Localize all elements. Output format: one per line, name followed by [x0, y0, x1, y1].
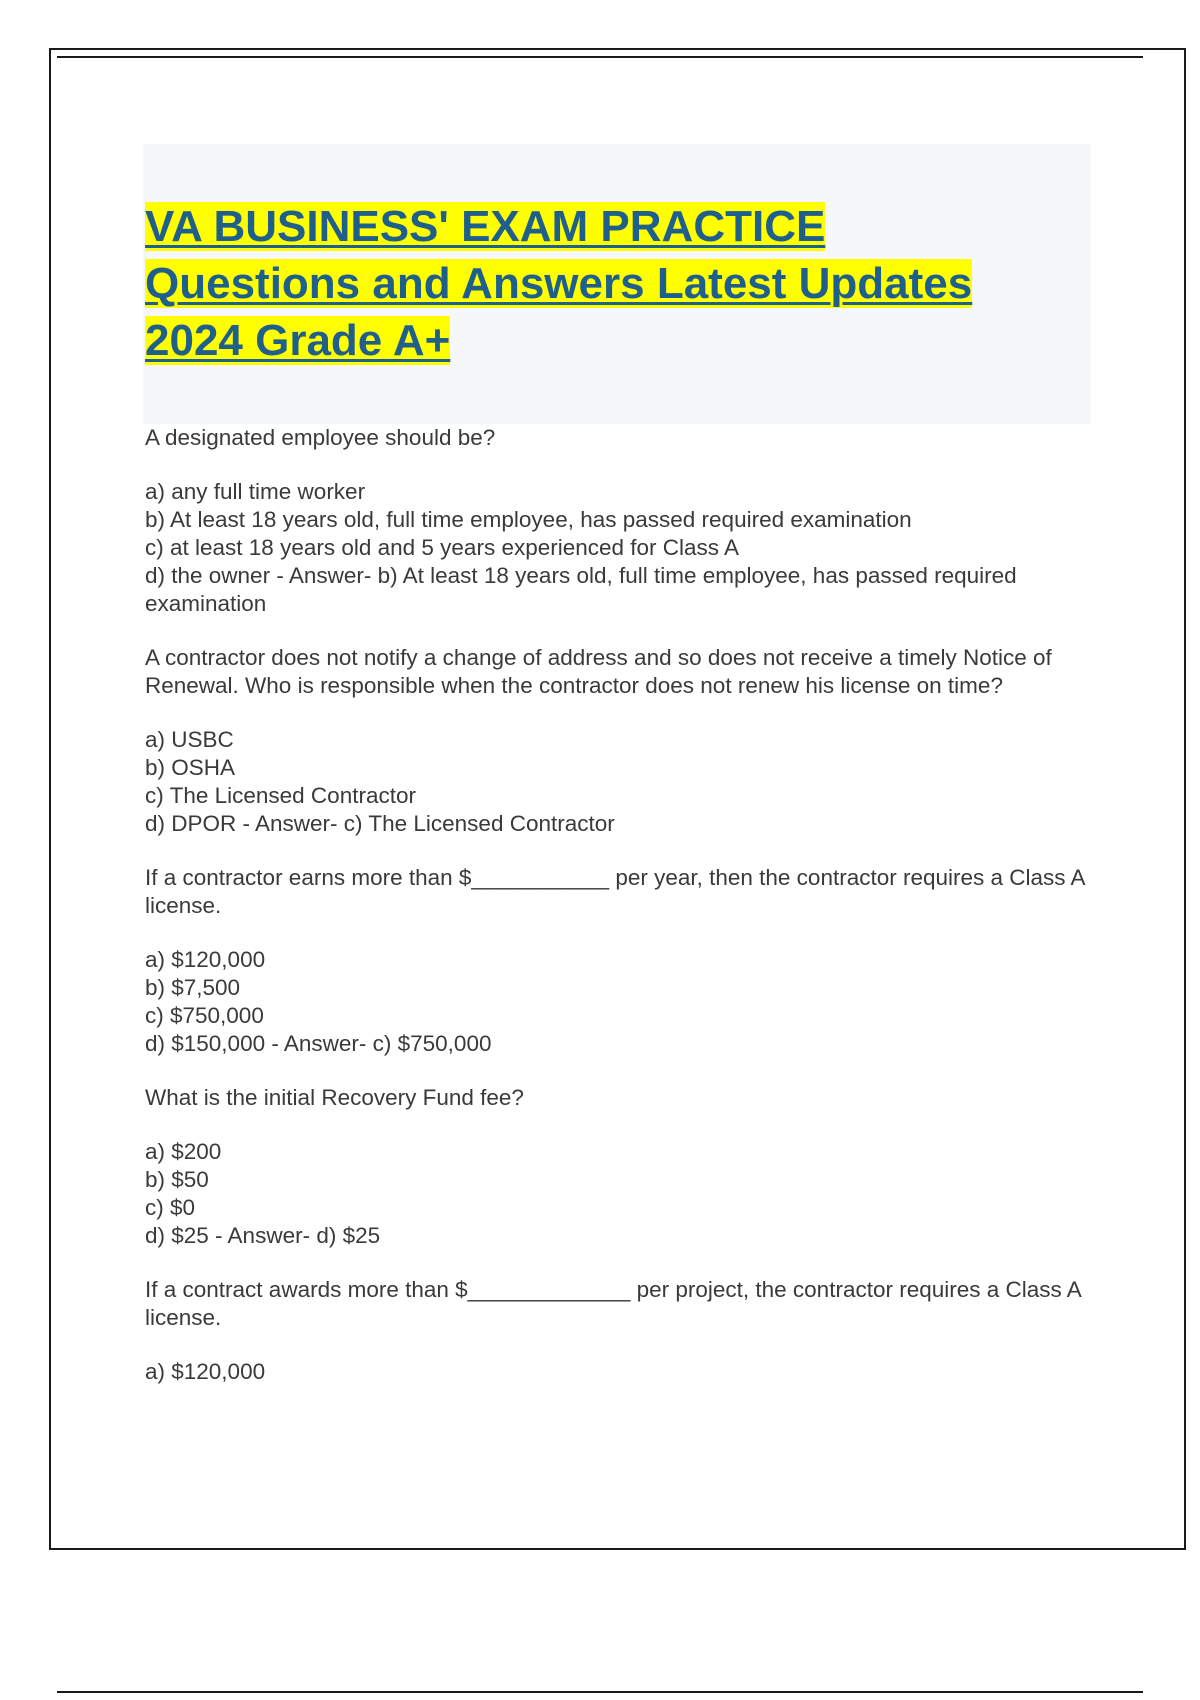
question-block — [145, 1084, 1095, 1250]
question-text: If a contractor earns more than $___________ per year, then the contractor requires a Class A license. — [145, 865, 1085, 918]
question-text: A designated employee should be? — [145, 425, 496, 450]
title-line-2: Questions and Answers Latest Updates — [145, 259, 973, 308]
top-rule — [57, 56, 1143, 58]
question-block — [145, 424, 1095, 618]
answer-option: d) the owner - Answer- b) At least 18 years old, full time employee, has passed required examination — [145, 563, 1017, 616]
answer-option: c) at least 18 years old and 5 years experienced for Class A — [145, 535, 740, 560]
title-line-1: VA BUSINESS' EXAM PRACTICE — [145, 202, 826, 251]
answer-option: a) $200 — [145, 1139, 222, 1164]
answer-option: b) OSHA — [145, 755, 236, 780]
question-text: If a contract awards more than $_____________ per project, the contractor requires a Class A license. — [145, 1277, 1081, 1330]
answer-option: a) $120,000 — [145, 947, 266, 972]
answer-option: d) $150,000 - Answer- c) $750,000 — [145, 1031, 492, 1056]
answer-option: c) The Licensed Contractor — [145, 783, 416, 808]
answer-option: d) $25 - Answer- d) $25 — [145, 1223, 381, 1248]
question-text: What is the initial Recovery Fund fee? — [145, 1085, 524, 1110]
answer-option: d) DPOR - Answer- c) The Licensed Contractor — [145, 811, 615, 836]
document-title — [145, 198, 1085, 369]
question-list — [145, 424, 1095, 1412]
question-block — [145, 864, 1095, 1058]
answer-option: a) USBC — [145, 727, 234, 752]
title-line-3: 2024 Grade A+ — [145, 316, 451, 365]
answer-option: a) $120,000 — [145, 1359, 266, 1384]
question-block — [145, 644, 1095, 838]
answer-option: b) At least 18 years old, full time employee, has passed required examination — [145, 507, 912, 532]
answer-option: a) any full time worker — [145, 479, 366, 504]
bottom-rule — [57, 1691, 1143, 1693]
answer-option: b) $7,500 — [145, 975, 241, 1000]
answer-option: b) $50 — [145, 1167, 209, 1192]
question-block — [145, 1276, 1095, 1386]
question-text: A contractor does not notify a change of address and so does not receive a timely Notice of Renewal. Who is responsible when the contractor does not renew his license on time? — [145, 645, 1052, 698]
answer-option: c) $0 — [145, 1195, 196, 1220]
answer-option: c) $750,000 — [145, 1003, 264, 1028]
